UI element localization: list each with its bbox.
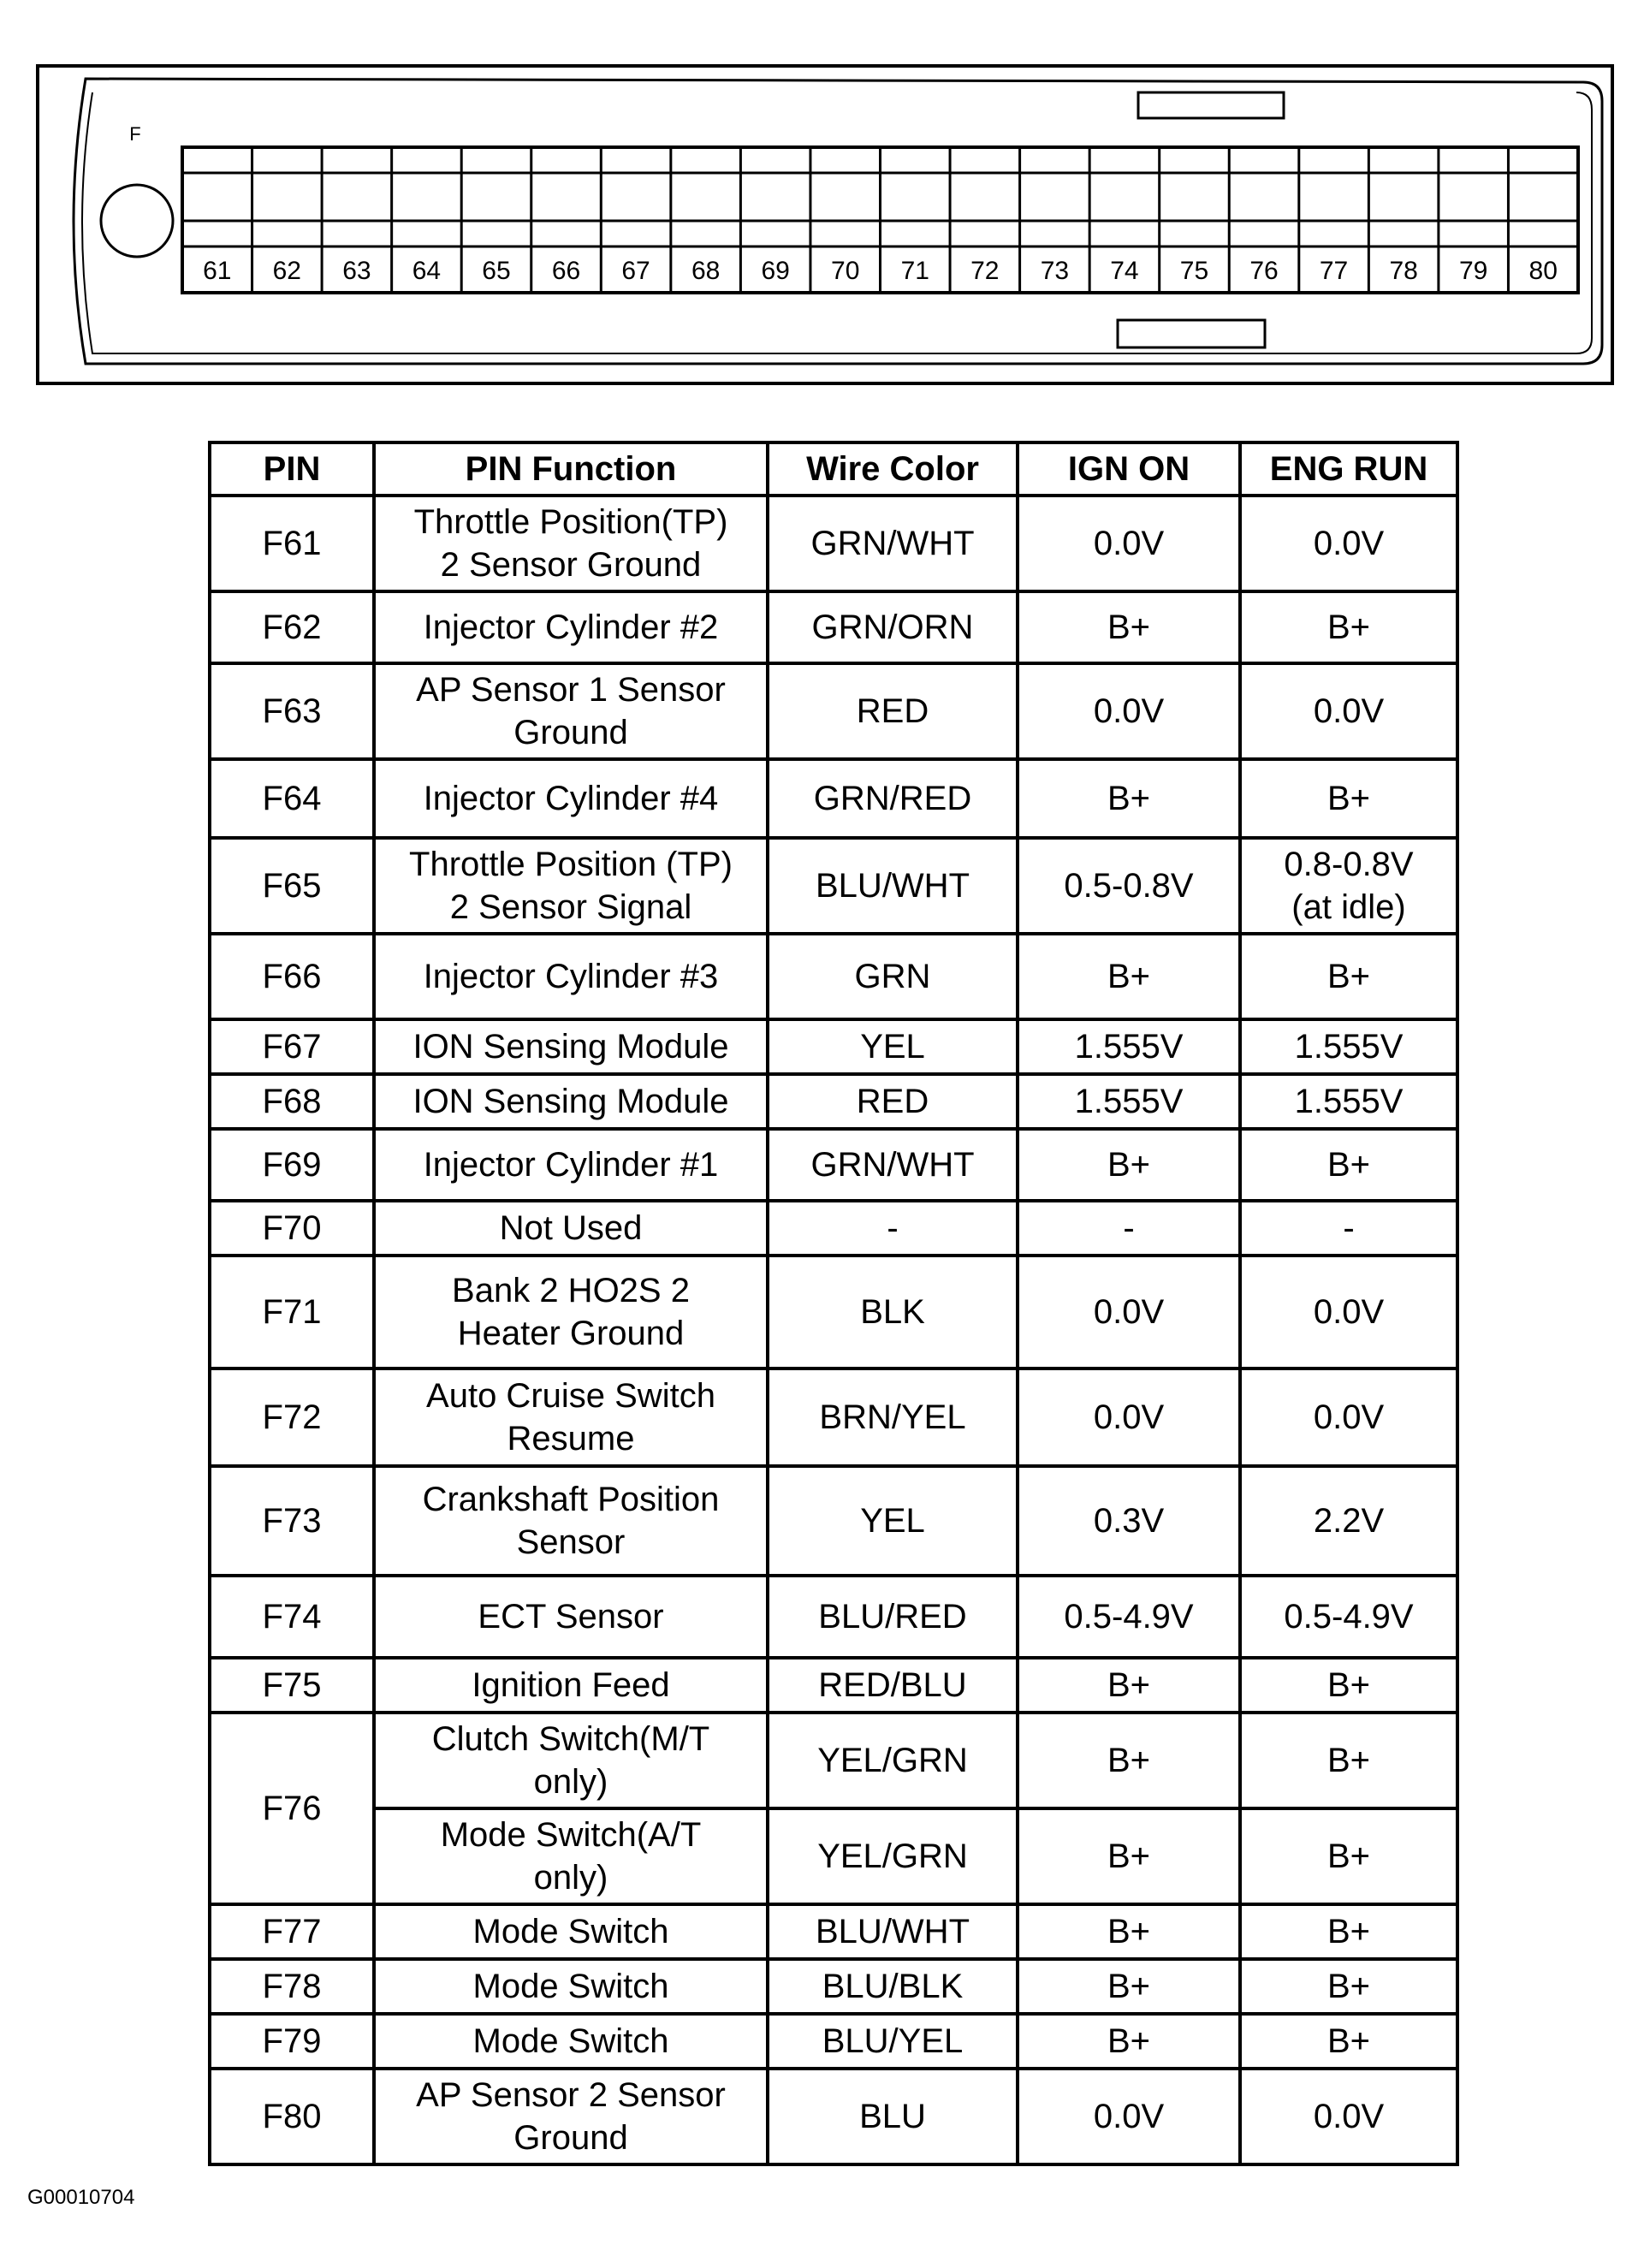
connector-label: F — [129, 123, 141, 145]
pin-number: 80 — [1528, 257, 1558, 285]
table-row — [210, 1808, 1457, 1904]
table-row — [210, 1201, 1457, 1256]
table-row — [210, 1658, 1457, 1713]
pin-function-cell: Mode Switch(A/T only) — [374, 1808, 768, 1904]
ign-on-cell: 0.0V — [1018, 1256, 1240, 1369]
wire-color-cell: GRN — [768, 934, 1018, 1019]
header-ign-on: IGN ON — [1018, 442, 1240, 496]
eng-run-cell: B+ — [1240, 591, 1457, 663]
eng-run-cell: 0.0V — [1240, 663, 1457, 759]
eng-run-cell: B+ — [1240, 934, 1457, 1019]
pin-cell: F80 — [210, 2069, 374, 2164]
ign-on-cell: 0.3V — [1018, 1466, 1240, 1576]
pin-function-cell: Throttle Position(TP) 2 Sensor Ground — [374, 496, 768, 591]
pin-function-cell: Not Used — [374, 1201, 768, 1256]
wire-color-cell: RED — [768, 663, 1018, 759]
pin-number: 77 — [1319, 257, 1349, 285]
pin-number: 71 — [900, 257, 929, 285]
pin-number: 66 — [551, 257, 581, 285]
eng-run-cell: B+ — [1240, 759, 1457, 838]
header-pin: PIN — [210, 442, 374, 496]
pin-number: 65 — [482, 257, 511, 285]
header-pin-function: PIN Function — [374, 442, 768, 496]
pin-number: 78 — [1389, 257, 1418, 285]
pin-cell: F70 — [210, 1201, 374, 1256]
ign-on-cell: 1.555V — [1018, 1019, 1240, 1074]
eng-run-cell: 1.555V — [1240, 1074, 1457, 1129]
ign-on-cell: B+ — [1018, 934, 1240, 1019]
ign-on-cell: B+ — [1018, 1808, 1240, 1904]
wire-color-cell: BLU — [768, 2069, 1018, 2164]
table-row — [210, 2014, 1457, 2069]
wire-color-cell: BLU/BLK — [768, 1959, 1018, 2014]
table-header-row — [210, 442, 1457, 496]
pin-number: 61 — [203, 257, 232, 285]
eng-run-cell: 0.0V — [1240, 1256, 1457, 1369]
pin-function-cell: Throttle Position (TP) 2 Sensor Signal — [374, 838, 768, 934]
ign-on-cell: B+ — [1018, 1129, 1240, 1201]
eng-run-cell: B+ — [1240, 2014, 1457, 2069]
table-row — [210, 496, 1457, 591]
pin-cell: F66 — [210, 934, 374, 1019]
wire-color-cell: RED/BLU — [768, 1658, 1018, 1713]
pin-table — [208, 441, 1459, 2166]
connector-top-key — [1138, 92, 1284, 118]
pin-function-cell: Mode Switch — [374, 1904, 768, 1959]
table-row — [210, 1369, 1457, 1466]
pin-cell: F67 — [210, 1019, 374, 1074]
pin-cell: F63 — [210, 663, 374, 759]
table-row — [210, 1576, 1457, 1658]
ign-on-cell: 0.0V — [1018, 2069, 1240, 2164]
wire-color-cell: YEL/GRN — [768, 1713, 1018, 1808]
pin-function-cell: Mode Switch — [374, 2014, 768, 2069]
wire-color-cell: BLU/RED — [768, 1576, 1018, 1658]
ign-on-cell: 0.0V — [1018, 1369, 1240, 1466]
pin-function-cell: Injector Cylinder #3 — [374, 934, 768, 1019]
eng-run-cell: 0.0V — [1240, 496, 1457, 591]
pin-number: 72 — [970, 257, 1000, 285]
pin-table-body — [210, 496, 1457, 2164]
pin-function-cell: ION Sensing Module — [374, 1074, 768, 1129]
pin-function-cell: ECT Sensor — [374, 1576, 768, 1658]
ign-on-cell: B+ — [1018, 1658, 1240, 1713]
ign-on-cell: - — [1018, 1201, 1240, 1256]
ign-on-cell: B+ — [1018, 1959, 1240, 2014]
pin-cell: F74 — [210, 1576, 374, 1658]
pin-function-cell: Bank 2 HO2S 2 Heater Ground — [374, 1256, 768, 1369]
table-row — [210, 2069, 1457, 2164]
wire-color-cell: BRN/YEL — [768, 1369, 1018, 1466]
pin-number: 70 — [831, 257, 860, 285]
pin-cell: F69 — [210, 1129, 374, 1201]
wire-color-cell: GRN/WHT — [768, 496, 1018, 591]
pin-number: 67 — [621, 257, 650, 285]
ign-on-cell: B+ — [1018, 1904, 1240, 1959]
wire-color-cell: RED — [768, 1074, 1018, 1129]
pin-function-cell: Clutch Switch(M/T only) — [374, 1713, 768, 1808]
ign-on-cell: 0.5-0.8V — [1018, 838, 1240, 934]
pin-function-cell: Injector Cylinder #4 — [374, 759, 768, 838]
pin-function-cell: Injector Cylinder #1 — [374, 1129, 768, 1201]
pin-number: 62 — [272, 257, 302, 285]
pin-number: 79 — [1458, 257, 1488, 285]
pin-number: 68 — [691, 257, 721, 285]
pin-cell: F75 — [210, 1658, 374, 1713]
pin-cell: F78 — [210, 1959, 374, 2014]
ign-on-cell: B+ — [1018, 1713, 1240, 1808]
ign-on-cell: 1.555V — [1018, 1074, 1240, 1129]
table-row — [210, 663, 1457, 759]
eng-run-cell: 0.0V — [1240, 1369, 1457, 1466]
pin-cell: F72 — [210, 1369, 374, 1466]
wire-color-cell: BLU/YEL — [768, 2014, 1018, 2069]
pin-grid — [182, 147, 1578, 293]
connector-mounting-hole — [101, 185, 173, 257]
eng-run-cell: B+ — [1240, 1904, 1457, 1959]
connector-bottom-key — [1118, 320, 1265, 347]
pin-number: 64 — [412, 257, 442, 285]
header-eng-run: ENG RUN — [1240, 442, 1457, 496]
eng-run-cell: 0.0V — [1240, 2069, 1457, 2164]
table-row — [210, 1713, 1457, 1808]
pin-cell: F73 — [210, 1466, 374, 1576]
pin-function-cell: Ignition Feed — [374, 1658, 768, 1713]
wire-color-cell: YEL — [768, 1019, 1018, 1074]
pin-cell: F68 — [210, 1074, 374, 1129]
wire-color-cell: GRN/WHT — [768, 1129, 1018, 1201]
ign-on-cell: B+ — [1018, 759, 1240, 838]
wire-color-cell: - — [768, 1201, 1018, 1256]
pin-number: 74 — [1110, 257, 1139, 285]
wire-color-cell: GRN/RED — [768, 759, 1018, 838]
pin-number: 63 — [342, 257, 371, 285]
pin-function-cell: Auto Cruise Switch Resume — [374, 1369, 768, 1466]
table-row — [210, 838, 1457, 934]
table-row — [210, 1904, 1457, 1959]
ign-on-cell: 0.5-4.9V — [1018, 1576, 1240, 1658]
eng-run-cell: B+ — [1240, 1713, 1457, 1808]
pin-number: 75 — [1179, 257, 1209, 285]
pin-cell: F61 — [210, 496, 374, 591]
pin-number: 69 — [761, 257, 790, 285]
eng-run-cell: - — [1240, 1201, 1457, 1256]
table-row — [210, 934, 1457, 1019]
wire-color-cell: BLU/WHT — [768, 1904, 1018, 1959]
eng-run-cell: B+ — [1240, 1808, 1457, 1904]
pin-cell: F64 — [210, 759, 374, 838]
ign-on-cell: B+ — [1018, 591, 1240, 663]
ign-on-cell: 0.0V — [1018, 663, 1240, 759]
pin-cell: F71 — [210, 1256, 374, 1369]
pin-number: 76 — [1249, 257, 1279, 285]
figure-caption: G00010704 — [27, 2186, 135, 2209]
eng-run-cell: B+ — [1240, 1658, 1457, 1713]
header-wire-color: Wire Color — [768, 442, 1018, 496]
eng-run-cell: 0.5-4.9V — [1240, 1576, 1457, 1658]
pin-function-cell: Mode Switch — [374, 1959, 768, 2014]
eng-run-cell: B+ — [1240, 1129, 1457, 1201]
table-row — [210, 1019, 1457, 1074]
pin-function-cell: Injector Cylinder #2 — [374, 591, 768, 663]
connector-outer-frame — [38, 66, 1612, 383]
table-row — [210, 1256, 1457, 1369]
wire-color-cell: BLU/WHT — [768, 838, 1018, 934]
eng-run-cell: 0.8-0.8V (at idle) — [1240, 838, 1457, 934]
wire-color-cell: YEL/GRN — [768, 1808, 1018, 1904]
wire-color-cell: GRN/ORN — [768, 591, 1018, 663]
ign-on-cell: B+ — [1018, 2014, 1240, 2069]
table-row — [210, 759, 1457, 838]
table-row — [210, 591, 1457, 663]
wire-color-cell: YEL — [768, 1466, 1018, 1576]
table-row — [210, 1466, 1457, 1576]
wire-color-cell: BLK — [768, 1256, 1018, 1369]
pin-cell: F79 — [210, 2014, 374, 2069]
connector-diagram — [0, 0, 1644, 394]
pin-function-cell: AP Sensor 1 Sensor Ground — [374, 663, 768, 759]
pin-function-cell: Crankshaft Position Sensor — [374, 1466, 768, 1576]
pin-cell: F62 — [210, 591, 374, 663]
pin-function-cell: ION Sensing Module — [374, 1019, 768, 1074]
table-row — [210, 1959, 1457, 2014]
eng-run-cell: B+ — [1240, 1959, 1457, 2014]
pin-cell: F77 — [210, 1904, 374, 1959]
table-row — [210, 1129, 1457, 1201]
pin-cell: F65 — [210, 838, 374, 934]
table-row — [210, 1074, 1457, 1129]
pin-function-cell: AP Sensor 2 Sensor Ground — [374, 2069, 768, 2164]
pin-number: 73 — [1040, 257, 1070, 285]
ign-on-cell: 0.0V — [1018, 496, 1240, 591]
pin-cell: F76 — [210, 1713, 374, 1904]
connector-housing-inner-outline — [82, 92, 1592, 353]
eng-run-cell: 2.2V — [1240, 1466, 1457, 1576]
eng-run-cell: 1.555V — [1240, 1019, 1457, 1074]
